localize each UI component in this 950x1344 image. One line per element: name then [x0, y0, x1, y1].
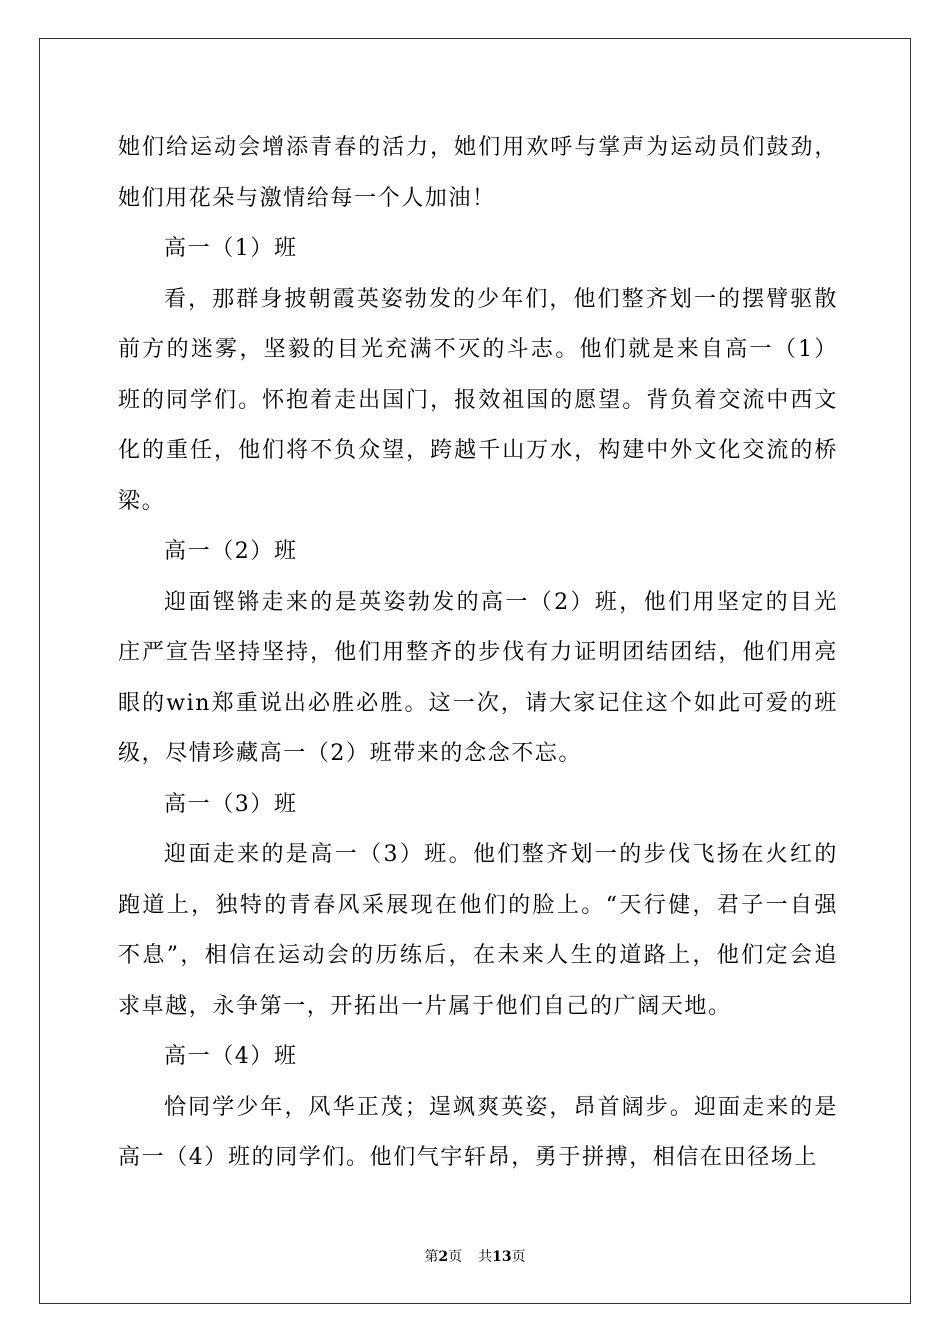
document-body	[118, 123, 838, 1184]
page-footer	[0, 1247, 950, 1267]
page-prefix: 第	[424, 1249, 439, 1265]
total-pages: 13	[492, 1249, 512, 1265]
class-heading: 高一（2）班	[164, 539, 298, 564]
paragraph: 她们给运动会增添青春的活力，她们用欢呼与掌声为运动员们鼓劲，她们用花朵与激情给每一个人加油！	[118, 135, 838, 211]
class-heading: 高一（1）班	[164, 236, 298, 261]
paragraph: 恰同学少年，风华正茂；逞飒爽英姿，昂首阔步。迎面走来的是高一（4）班的同学们。他们气宇轩昂，勇于拼搏，相信在田径场上	[118, 1094, 838, 1170]
page-suffix: 页	[448, 1249, 463, 1265]
class-heading: 高一（4）班	[164, 1044, 298, 1069]
page-number: 2	[438, 1249, 449, 1265]
paragraph: 迎面铿锵走来的是英姿勃发的高一（2）班，他们用坚定的目光庄严宣告坚持坚持，他们用整齐的步伐有力证明团结团结，他们用亮眼的win郑重说出必胜必胜。这一次，请大家记住这个如此可爱的班级，尽情珍藏高一（2）班带来的念念不忘。	[118, 589, 838, 766]
paragraph: 看，那群身披朝霞英姿勃发的少年们，他们整齐划一的摆臂驱散前方的迷雾，坚毅的目光充满不灭的斗志。他们就是来自高一（1）班的同学们。怀抱着走出国门，报效祖国的愿望。背负着交流中西文化的重任，他们将不负众望，跨越千山万水，构建中外文化交流的桥梁。	[118, 286, 838, 514]
class-heading: 高一（3）班	[164, 791, 298, 817]
paragraph: 迎面走来的是高一（3）班。他们整齐划一的步伐飞扬在火红的跑道上，独特的青春风采展现在他们的脸上。“天行健，君子一自强不息”，相信在运动会的历练后，在未来人生的道路上，他们定会追求卓越，永争第一，开拓出一片属于他们自己的广阔天地。	[118, 842, 838, 1019]
total-suffix: 页	[511, 1249, 526, 1265]
total-prefix: 共	[478, 1249, 493, 1265]
